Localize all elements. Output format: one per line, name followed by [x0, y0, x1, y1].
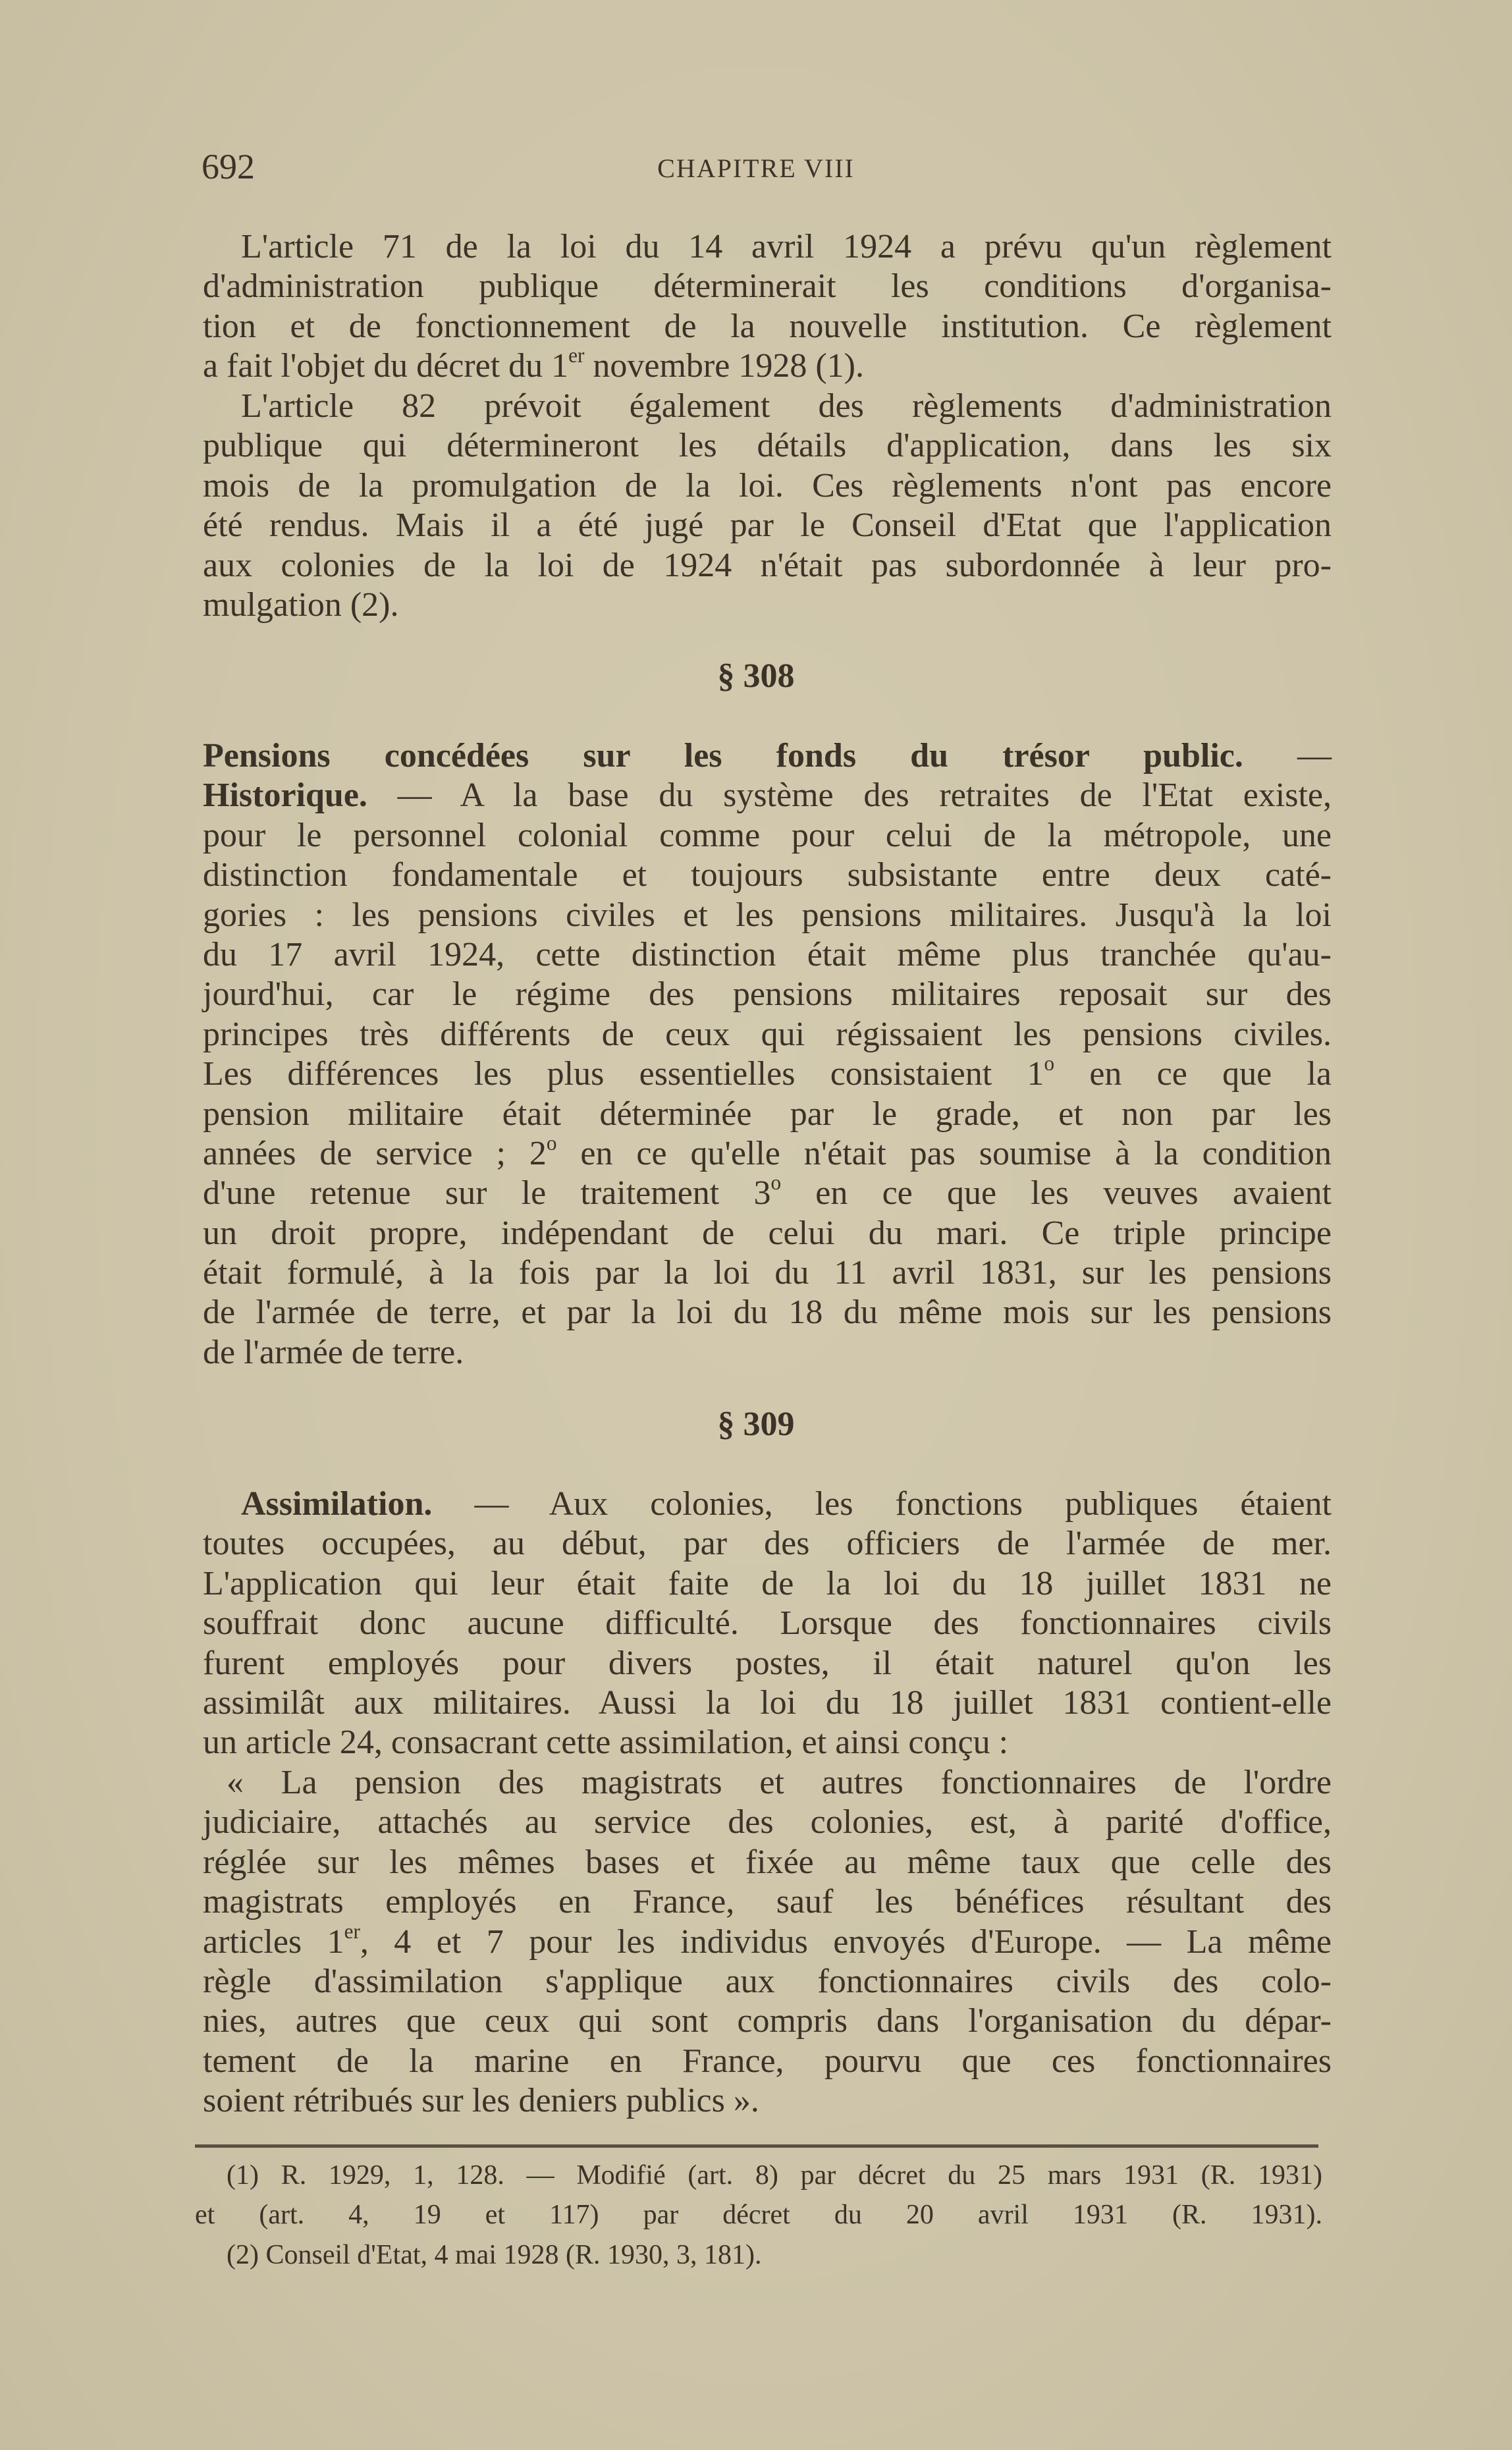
- text-run: novembre 1928 (1).: [584, 347, 864, 385]
- text-line: pour le personnel colonial comme pour celui de la métropole, une: [203, 816, 1332, 854]
- text-line: L'application qui leur était faite de la loi du 18 juillet 1831 ne: [203, 1564, 1332, 1602]
- text-line: un article 24, consacrant cette assimilation, et ainsi conçu :: [203, 1724, 1009, 1762]
- section-heading-308: § 308: [717, 657, 795, 695]
- text-line: tement de la marine en France, pourvu que ces fonctionnaires: [203, 2042, 1332, 2080]
- text-line: pension militaire était déterminée par le grade, et non par les: [203, 1095, 1332, 1133]
- text-line: principes très différents de ceux qui régissaient les pensions civiles.: [203, 1015, 1332, 1053]
- text-line: [203, 1171, 1332, 1213]
- superscript: o: [1044, 1052, 1055, 1075]
- text-line: [203, 736, 1332, 776]
- text-run: Les différences les plus essentielles consistaient 1: [203, 1055, 1044, 1093]
- text-line: [203, 776, 1332, 815]
- text-line: règle d'assimilation s'applique aux fonctionnaires civils des colo-: [203, 1962, 1332, 2000]
- text-line: [203, 1131, 1332, 1174]
- superscript: o: [770, 1171, 782, 1195]
- text-line: souffrait donc aucune difficulté. Lorsque des fonctionnaires civils: [203, 1604, 1332, 1643]
- text-line: [203, 1054, 1332, 1094]
- paragraph-assimilation: [203, 1484, 1332, 1763]
- text-line: été rendus. Mais il a été jugé par le Conseil d'Etat que l'application: [203, 506, 1332, 545]
- bold-heading: Pensions concédées sur les fonds du trésor public.: [203, 737, 1243, 775]
- text-line: assimilât aux militaires. Aussi la loi du 18 juillet 1831 contient-elle: [203, 1683, 1332, 1722]
- text-run: , 4 et 7 pour les individus envoyés d'Europe. — La même: [360, 1922, 1332, 1961]
- text-line: L'article 82 prévoit également des règlements d'administration: [241, 387, 1332, 425]
- text-run: d'une retenue sur le traitement 3: [203, 1174, 771, 1212]
- text-line: gories : les pensions civiles et les pensions militaires. Jusqu'à la loi: [203, 896, 1332, 934]
- text-line: était formulé, à la fois par la loi du 11 avril 1831, sur les pensions: [203, 1254, 1332, 1292]
- paragraph-pensions-historique: [203, 736, 1332, 1373]
- text-run: en ce qu'elle n'était pas soumise à la condition: [556, 1134, 1332, 1172]
- bold-heading: Assimilation.: [241, 1485, 433, 1523]
- text-line: aux colonies de la loi de 1924 n'était pas subordonnée à leur pro-: [203, 546, 1332, 584]
- text-line: jourd'hui, car le régime des pensions militaires reposait sur des: [203, 975, 1332, 1014]
- text-line: mois de la promulgation de la loi. Ces règlements n'ont pas encore: [203, 466, 1332, 504]
- text-line: du 17 avril 1924, cette distinction était même plus tranchée qu'au-: [203, 935, 1332, 973]
- running-title: CHAPITRE VIII: [657, 153, 855, 183]
- text-run: — A la base du système des retraites de l'Etat existe,: [367, 776, 1332, 815]
- text-run: articles 1: [203, 1922, 344, 1961]
- superscript: er: [568, 344, 585, 368]
- text-line: soient rétribués sur les deniers publics ».: [203, 2082, 759, 2120]
- section-heading-309: § 309: [717, 1405, 795, 1443]
- text-run: —: [1243, 737, 1332, 775]
- superscript: er: [344, 1919, 360, 1943]
- text-line: (2) Conseil d'Etat, 4 mai 1928 (R. 1930, 3, 181).: [227, 2239, 762, 2270]
- bold-heading: Historique.: [203, 776, 367, 815]
- text-line: (1) R. 1929, 1, 128. — Modifié (art. 8) par décret du 25 mars 1931 (R. 1931): [227, 2160, 1322, 2191]
- quotation-article-24: [203, 1763, 1332, 2121]
- text-line: un droit propre, indépendant de celui du mari. Ce triple principe: [203, 1214, 1332, 1252]
- text-run: années de service ; 2: [203, 1134, 547, 1172]
- text-line: d'administration publique déterminerait les conditions d'organisa-: [203, 267, 1332, 306]
- page-number: 692: [202, 147, 255, 186]
- text-line: distinction fondamentale et toujours subsistante entre deux caté-: [203, 856, 1332, 894]
- text-run: — Aux colonies, les fonctions publiques étaient: [432, 1485, 1332, 1523]
- text-line: [203, 1919, 1332, 1962]
- text-line: nies, autres que ceux qui sont compris dans l'organisation du dépar-: [203, 2002, 1332, 2040]
- text-line: et (art. 4, 19 et 117) par décret du 20 avril 1931 (R. 1931).: [195, 2200, 1322, 2231]
- footnotes: [195, 2159, 1322, 2278]
- text-line: L'article 71 de la loi du 14 avril 1924 a prévu qu'un règlement: [241, 228, 1332, 265]
- footnote-divider: [195, 2144, 1318, 2148]
- paragraph-article-82: [203, 387, 1332, 625]
- text-line: tion et de fonctionnement de la nouvelle institution. Ce règlement: [203, 307, 1332, 345]
- text-run: en ce que les veuves avaient: [781, 1174, 1332, 1212]
- text-line: « La pension des magistrats et autres fonctionnaires de l'ordre: [227, 1764, 1332, 1801]
- paragraph-article-71: [203, 227, 1332, 387]
- text-run: a fait l'objet du décret du 1: [203, 347, 569, 385]
- text-line: réglée sur les mêmes bases et fixée au même taux que celle des: [203, 1843, 1332, 1881]
- text-line: publique qui détermineront les détails d'application, dans les six: [203, 427, 1332, 465]
- text-line: mulgation (2).: [203, 585, 399, 624]
- text-line: toutes occupées, au début, par des officiers de l'armée de mer.: [203, 1525, 1332, 1563]
- text-line: magistrats employés en France, sauf les bénéfices résultant des: [203, 1883, 1332, 1921]
- text-line: [203, 1484, 1332, 1524]
- text-line: de l'armée de terre, et par la loi du 18 du même mois sur les pensions: [203, 1293, 1332, 1332]
- text-line: de l'armée de terre.: [203, 1333, 464, 1371]
- text-run: en ce que la: [1054, 1055, 1332, 1093]
- text-line: [203, 346, 1332, 386]
- superscript: o: [546, 1131, 557, 1155]
- text-line: furent employés pour divers postes, il était naturel qu'on les: [203, 1644, 1332, 1682]
- text-line: judiciaire, attachés au service des colonies, est, à parité d'office,: [203, 1803, 1332, 1841]
